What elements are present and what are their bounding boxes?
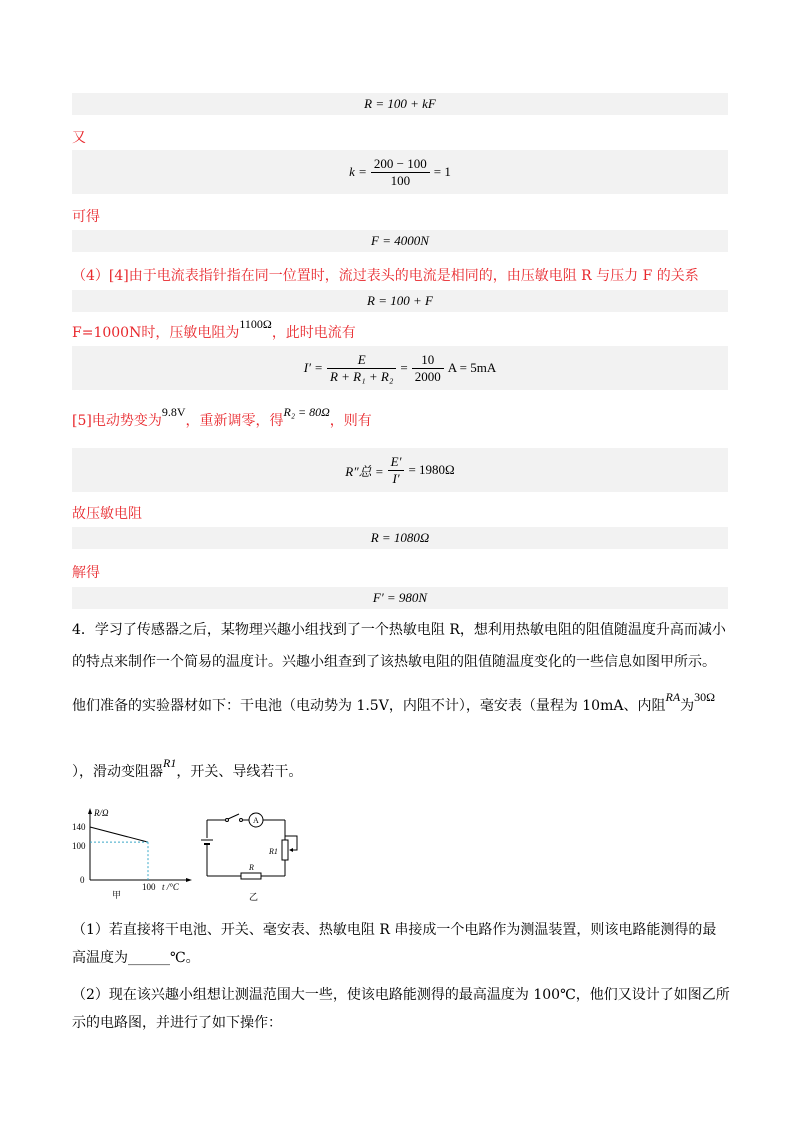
equation-2-denominator: 100 <box>390 172 411 188</box>
rheostat-label: R1 <box>269 847 278 856</box>
tick-y-0: 0 <box>80 875 85 885</box>
question-4-line-3 <box>72 690 716 716</box>
equation-5-numerator-2: 10 <box>412 352 444 369</box>
resistance-line <box>90 827 148 842</box>
graph-xlabel: t /°C <box>162 882 179 892</box>
equation-6-lhs: R″总 = <box>345 463 384 479</box>
equation-5-denominator-2: 2000 <box>414 368 441 384</box>
equation-8: F′ = 980N <box>372 590 428 605</box>
switch-blade <box>228 814 239 819</box>
sub-question-1-line-1: （1）若直接将干电池、开关、毫安表、热敏电阻 R 串接成一个电路作为测温装置，则该电路能测得的最 <box>72 922 717 938</box>
question-4-line-3c: 为 <box>680 698 695 714</box>
question-4-line-4c: ，开关、导线若干。 <box>176 764 303 780</box>
label-you: 又 <box>72 130 86 146</box>
line-5-b: ，重新调零，得 <box>185 413 284 429</box>
equation-2-rhs: = 1 <box>433 164 451 179</box>
tick-x-100: 100 <box>142 882 156 892</box>
label-gu: 故压敏电阻 <box>72 506 142 522</box>
equation-6-fraction <box>388 454 405 487</box>
equation-5-numerator-1: E <box>327 352 396 369</box>
label-jie: 解得 <box>72 565 100 581</box>
rheostat-slider-arrow <box>289 848 293 852</box>
ammeter-resistance-symbol: RA <box>665 690 681 704</box>
equation-5-fraction-1 <box>327 352 396 385</box>
equation-5-mid: = <box>400 360 408 375</box>
tick-y-100: 100 <box>72 841 86 851</box>
line-f-post: ，此时电流有 <box>271 325 356 341</box>
graph-ylabel: R/Ω <box>94 808 109 818</box>
equation-band-5 <box>72 346 728 390</box>
graph-caption: 甲 <box>112 891 122 900</box>
ammeter-label: A <box>253 816 259 825</box>
label-kede: 可得 <box>72 209 100 225</box>
equation-5-denominator-1: R + R₁ + R₂ <box>329 368 394 384</box>
equation-band-1 <box>72 93 728 115</box>
equation-7: R = 1080Ω <box>370 530 430 545</box>
thermistor-r-icon <box>241 873 261 879</box>
equation-6-rhs: = 1980Ω <box>408 462 455 477</box>
line-f-resistance: 1100Ω <box>239 317 272 331</box>
sub-question-1-line-2: 高温度为______℃。 <box>72 950 200 966</box>
switch-right-contact <box>240 819 243 822</box>
question-4-line-1: 4．学习了传感器之后，某物理兴趣小组找到了一个热敏电阻 R，想利用热敏电阻的阻值随温度升高而减小 <box>72 622 726 638</box>
question-4-line-2: 的特点来制作一个简易的温度计。兴趣小组查到了该热敏电阻的阻值随温度变化的一些信息如图甲所示。 <box>72 654 716 670</box>
line-5 <box>72 405 372 430</box>
equation-2-numerator: 200 − 100 <box>371 156 430 173</box>
equation-band-4 <box>72 290 728 312</box>
equation-5-lhs: I′ = <box>303 360 323 375</box>
question-4-line-3a: 他们准备的实验器材如下：干电池（电动势为 1.5V，内阻不计），毫安表（量程为 10mA、内阻 <box>72 698 666 714</box>
thermistor-label: R <box>249 863 254 872</box>
line-5-a: [5]电动势变为 <box>72 413 162 429</box>
equation-5-fraction-2 <box>412 352 444 385</box>
paragraph-4: （4）[4]由于电流表指针指在同一位置时，流过表头的电流是相同的，由压敏电阻 R 与压力 F 的关系 <box>72 268 699 284</box>
equation-1: R = 100 + kF <box>364 96 436 111</box>
equation-band-7 <box>72 527 728 549</box>
sub-question-2-line-2: 示的电路图，并进行了如下操作： <box>72 1015 282 1031</box>
equation-4: R = 100 + F <box>367 293 433 308</box>
equation-2-fraction <box>371 156 430 189</box>
sub-question-2-line-1: （2）现在该兴趣小组想让测温范围大一些，使该电路能测得的最高温度为 100℃，他们又设计了如图乙所 <box>72 987 730 1003</box>
line-5-c: ，则有 <box>329 413 372 429</box>
rheostat-symbol: R1 <box>163 756 177 770</box>
equation-band-3 <box>72 230 728 252</box>
line-f-value <box>72 317 356 342</box>
y-axis-arrow <box>88 808 92 814</box>
equation-2-lhs: k = <box>349 164 367 179</box>
line-5-voltage: 9.8V <box>161 405 186 419</box>
equation-6-numerator: E′ <box>388 454 405 471</box>
equation-band-8 <box>72 587 728 609</box>
graph-figure-jia <box>70 800 200 900</box>
tick-y-140: 140 <box>72 822 86 832</box>
equation-6-denominator: I′ <box>392 470 400 486</box>
rheostat-r1-icon <box>282 840 288 860</box>
equation-3: F = 4000N <box>371 233 429 248</box>
question-4-line-4a: ），滑动变阻器 <box>72 764 163 780</box>
question-4-line-4 <box>72 756 303 782</box>
ammeter-resistance-value: 30Ω <box>694 690 716 704</box>
x-axis-arrow <box>186 878 192 882</box>
line-5-r2: R₂ = 80Ω <box>283 405 330 419</box>
circuit-figure-yi <box>195 808 305 908</box>
equation-band-6 <box>72 448 728 492</box>
equation-5-rhs: A = 5mA <box>447 360 497 375</box>
equation-band-2 <box>72 150 728 194</box>
circuit-caption: 乙 <box>249 893 259 903</box>
line-f-pre: F=1000N时，压敏电阻为 <box>72 325 240 341</box>
